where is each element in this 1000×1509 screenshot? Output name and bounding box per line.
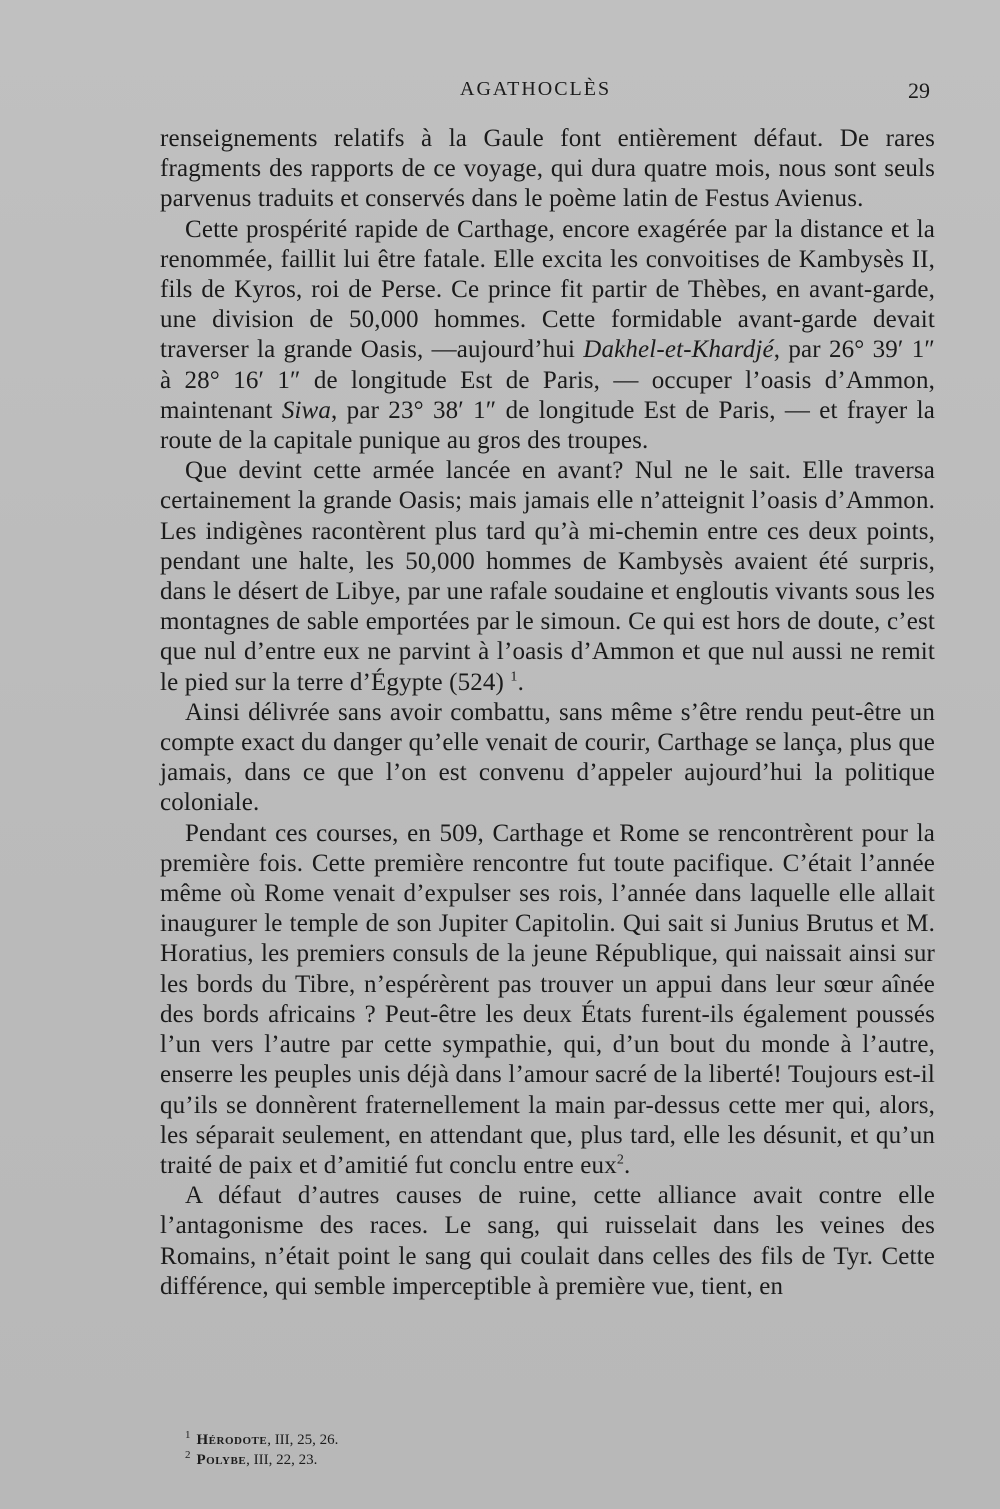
paragraph-text: . [624,1151,631,1179]
footnote-reference: , III, 22, 23. [246,1452,318,1468]
paragraph [160,124,935,215]
paragraph [160,698,935,819]
paragraph-text: renseignements relatifs à la Gaule font entièrement défaut. De rares fragments des rapports de ce voyage, qui dura quatre mois, nous sont seuls parvenus traduits et conservés dans le poème latin de Festus Avienus. [160,125,935,213]
paragraph [160,819,935,1181]
paragraph-text: Ainsi délivrée sans avoir combattu, sans même s’être rendu peut-être un compte exact du danger qu’elle venait de courir, Carthage se lança, plus que jamais, dans ce que l’on est convenu d’appeler aujourd’hui la politique coloniale. [160,698,935,817]
footnote-marker: 2 [616,1152,625,1168]
footnote-number: 1 [185,1429,191,1441]
footnote-author: Polybe [196,1452,247,1468]
footnote-author: Hérodote [196,1432,268,1448]
paragraph-text: A défaut d’autres causes de ruine, cette alliance avait contre elle l’antagonisme des races. Le sang, qui ruisselait dans les veines des Romains, n’était point le sang qui coulait dans celles des fils de Tyr. Cette différence, qui semble imperceptible à première vue, tient, en [160,1182,935,1300]
paragraph-text: Pendant ces courses, en 509, Carthage et Rome se rencontrèrent pour la première fois. Cette première rencontre fut toute pacifique. C’était l’année même où Rome venait d’expulser ses rois, l’année dans laquelle elle allait inaugurer le temple de son Jupiter Capitolin. Qui sait si Junius Brutus et M. Horatius, les premiers consuls de la jeune République, qui naissait ainsi sur les bords du Tibre, n’espérèrent pas trouver un appui dans leur sœur aînée des bords africains ? Peut-être les deux États furent-ils également poussés l’un vers l’autre par cette sympathie, qui, d’un bout du monde à l’autre, enserre les peuples unis déjà dans l’amour sacré de la liberté! Toujours est-il qu’ils se donnèrent fraternellement la main par-dessus cette mer qui, alors, les séparait seulement, en attendant que, plus tard, elle les désunit, et qu’un traité de paix et d’amitié fut conclu entre eux [160,819,935,1179]
footnote-marker: 1 [510,669,518,685]
footnote [185,1450,685,1470]
italic-term: Siwa [281,396,332,424]
paragraph-text: Cette prospérité rapide de Carthage, encore exagérée par la distance et la renommée, faillit lui être fatale. Elle excita les convoitises de Kambysès II, fils de Kyros, roi de Perse. Ce prince fit partir de Thèbes, en avant-garde, une division de 50,000 hommes. Cette formidable avant-garde devait traverser la grande Oasis, —aujourd’hui [160,215,935,364]
italic-term: Dakhel-et-Khardjé [583,336,774,364]
footnotes [185,1430,685,1470]
footnote-number: 2 [185,1449,191,1461]
footnote [185,1430,685,1450]
running-title: AGATHOCLÈS [460,78,612,100]
paragraph-text: Que devint cette armée lancée en avant? Nul ne le sait. Elle traversa certainement la grande Oasis; mais jamais elle n’atteignit l’oasis d’Ammon. Les indigènes racontèrent plus tard qu’à mi-chemin entre ces deux points, pendant une halte, les 50,000 hommes de Kambysès avaient été surpris, dans le désert de Libye, par une rafale soudaine et engloutis vivants sous les montagnes de sable emportées par le simoun. Ce qui est hors de doute, c’est que nul d’entre eux ne parvint à l’oasis d’Ammon et que nul aussi ne remit le pied sur la terre d’Égypte (524) [160,457,935,696]
paragraph-text: . [517,668,524,696]
paragraph-text: , par 26° 39′ 1″ à 28° 16′ 1″ de longitude Est de Paris, — occuper l’oasis d’Ammon, maintenant [160,336,935,424]
page-header [160,78,930,114]
paragraph [160,215,935,457]
body-text [160,124,935,1302]
paragraph [160,1181,935,1302]
page-number: 29 [908,78,930,103]
paragraph [160,456,935,698]
paragraph-text: , par 23° 38′ 1″ de longitude Est de Paris, — et frayer la route de la capitale punique au gros des troupes. [160,396,935,455]
footnote-reference: , III, 25, 26. [267,1432,339,1448]
